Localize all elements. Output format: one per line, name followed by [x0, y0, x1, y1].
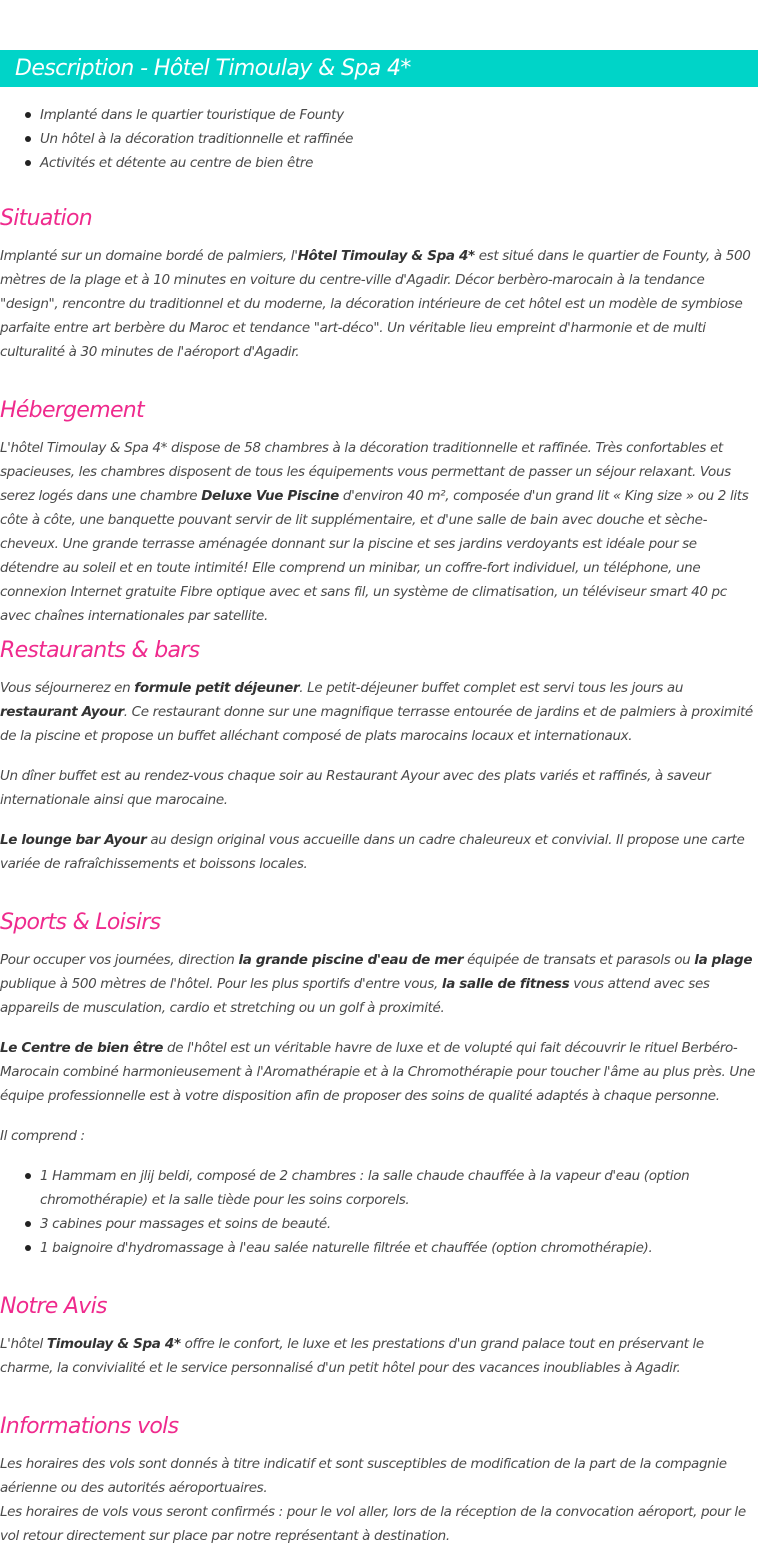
section-title: Restaurants & bars	[0, 638, 200, 663]
sports-paragraph: Pour occuper vos journées, direction la grande piscine d'eau de mer équipée de transats et parasols ou la plage publique à 500 mètres de l'hôtel. Pour les plus sportifs d'entre vous, la salle de fitness vous attend avec ses appareils de musculation, cardio et stretching ou un golf à proximité.	[0, 952, 753, 1016]
list-item: 1 baignoire d'hydromassage à l'eau salée naturelle filtrée et chauffée (option chromothérapie).	[0, 1236, 758, 1260]
section-title: Hébergement	[0, 398, 144, 423]
dinner-paragraph: Un dîner buffet est au rendez-vous chaque soir au Restaurant Ayour avec des plats variés et raffinés, à saveur internationale ainsi que marocaine.	[0, 768, 711, 808]
wellness-paragraph: Le Centre de bien être de l'hôtel est un véritable havre de luxe et de volupté qui fait découvrir le rituel Berbéro-Marocain combiné harmonieusement à l'Aromathérapie et à la Chromothérapie pour toucher l'âme au plus près. Une équipe professionnelle est à votre disposition afin de proposer des soins de qualité adaptés à chaque personne.	[0, 1040, 756, 1104]
description-banner	[0, 50, 758, 87]
vols-section	[0, 1412, 758, 1548]
situation-section	[0, 204, 758, 364]
list-item: Un hôtel à la décoration traditionnelle et raffinée	[0, 127, 353, 151]
includes-label: Il comprend :	[0, 1128, 85, 1144]
restaurants-section	[0, 636, 758, 876]
list-item: 3 cabines pour massages et soins de beauté.	[0, 1212, 758, 1236]
highlights-list	[0, 103, 353, 175]
list-item: 1 Hammam en jlij beldi, composé de 2 chambres : la salle chaude chauffée à la vapeur d'eau (option chromothérapie) et la salle tiède pour les soins corporels.	[0, 1164, 758, 1212]
vols-paragraph: Les horaires des vols sont donnés à titre indicatif et sont susceptibles de modification de la part de la compagnie aérienne ou des autorités aéroportuaires.	[0, 1456, 727, 1496]
restaurants-paragraph: Vous séjournerez en formule petit déjeuner. Le petit-déjeuner buffet complet est servi tous les jours au restaurant Ayour. Ce restaurant donne sur une magnifique terrasse entourée de jardins et de palmiers à proximité de la piscine et propose un buffet alléchant composé de plats marocains locaux et internationaux.	[0, 680, 753, 744]
banner-title: Description - Hôtel Timoulay & Spa 4*	[15, 56, 411, 81]
section-title: Informations vols	[0, 1414, 179, 1439]
avis-paragraph: L'hôtel Timoulay & Spa 4* offre le confort, le luxe et les prestations d'un grand palace tout en préservant le charme, la convivialité et le service personnalisé d'un petit hôtel pour des vacances inoubliables à Agadir.	[0, 1336, 704, 1376]
section-title: Notre Avis	[0, 1294, 107, 1319]
avis-section	[0, 1292, 758, 1380]
situation-paragraph: Implanté sur un domaine bordé de palmiers, l'Hôtel Timoulay & Spa 4* est situé dans le quartier de Founty, à 500 mètres de la plage et à 10 minutes en voiture du centre-ville d'Agadir. Décor berbèro-marocain à la tendance "design", rencontre du traditionnel et du moderne, la décoration intérieure de cet hôtel est un modèle de symbiose parfaite entre art berbère du Maroc et tendance "art-déco". Un véritable lieu empreint d'harmonie et de multi culturalité à 30 minutes de l'aéroport d'Agadir.	[0, 248, 751, 360]
lounge-paragraph: Le lounge bar Ayour au design original vous accueille dans un cadre chaleureux et convivial. Il propose une carte variée de rafraîchissements et boissons locales.	[0, 832, 745, 872]
sports-section	[0, 908, 758, 1260]
vols-confirmation-paragraph: Les horaires de vols vous seront confirmés : pour le vol aller, lors de la réception de la convocation aéroport, pour le vol retour directement sur place par notre représentant à destination.	[0, 1504, 746, 1544]
section-title: Sports & Loisirs	[0, 910, 161, 935]
hebergement-paragraph: L'hôtel Timoulay & Spa 4* dispose de 58 chambres à la décoration traditionnelle et raffinée. Très confortables et spacieuses, les chambres disposent de tous les équipements vous permettant de passer un séjour relaxant. Vous serez logés dans une chambre Deluxe Vue Piscine d'environ 40 m², composée d'un grand lit « King size » ou 2 lits côte à côte, une banquette pouvant servir de lit supplémentaire, et d'une salle de bain avec douche et sèche-cheveux. Une grande terrasse aménagée donnant sur la piscine et ses jardins verdoyants est idéale pour se détendre au soleil et en toute intimité! Elle comprend un minibar, un coffre-fort individuel, un téléphone, une connexion Internet gratuite Fibre optique avec et sans fil, un système de climatisation, un téléviseur smart 40 pc avec chaînes internationales par satellite.	[0, 440, 749, 624]
list-item: Activités et détente au centre de bien être	[0, 151, 353, 175]
hebergement-section	[0, 396, 758, 628]
list-item: Implanté dans le quartier touristique de Founty	[0, 103, 353, 127]
section-title: Situation	[0, 206, 92, 231]
wellness-list	[0, 1164, 758, 1260]
